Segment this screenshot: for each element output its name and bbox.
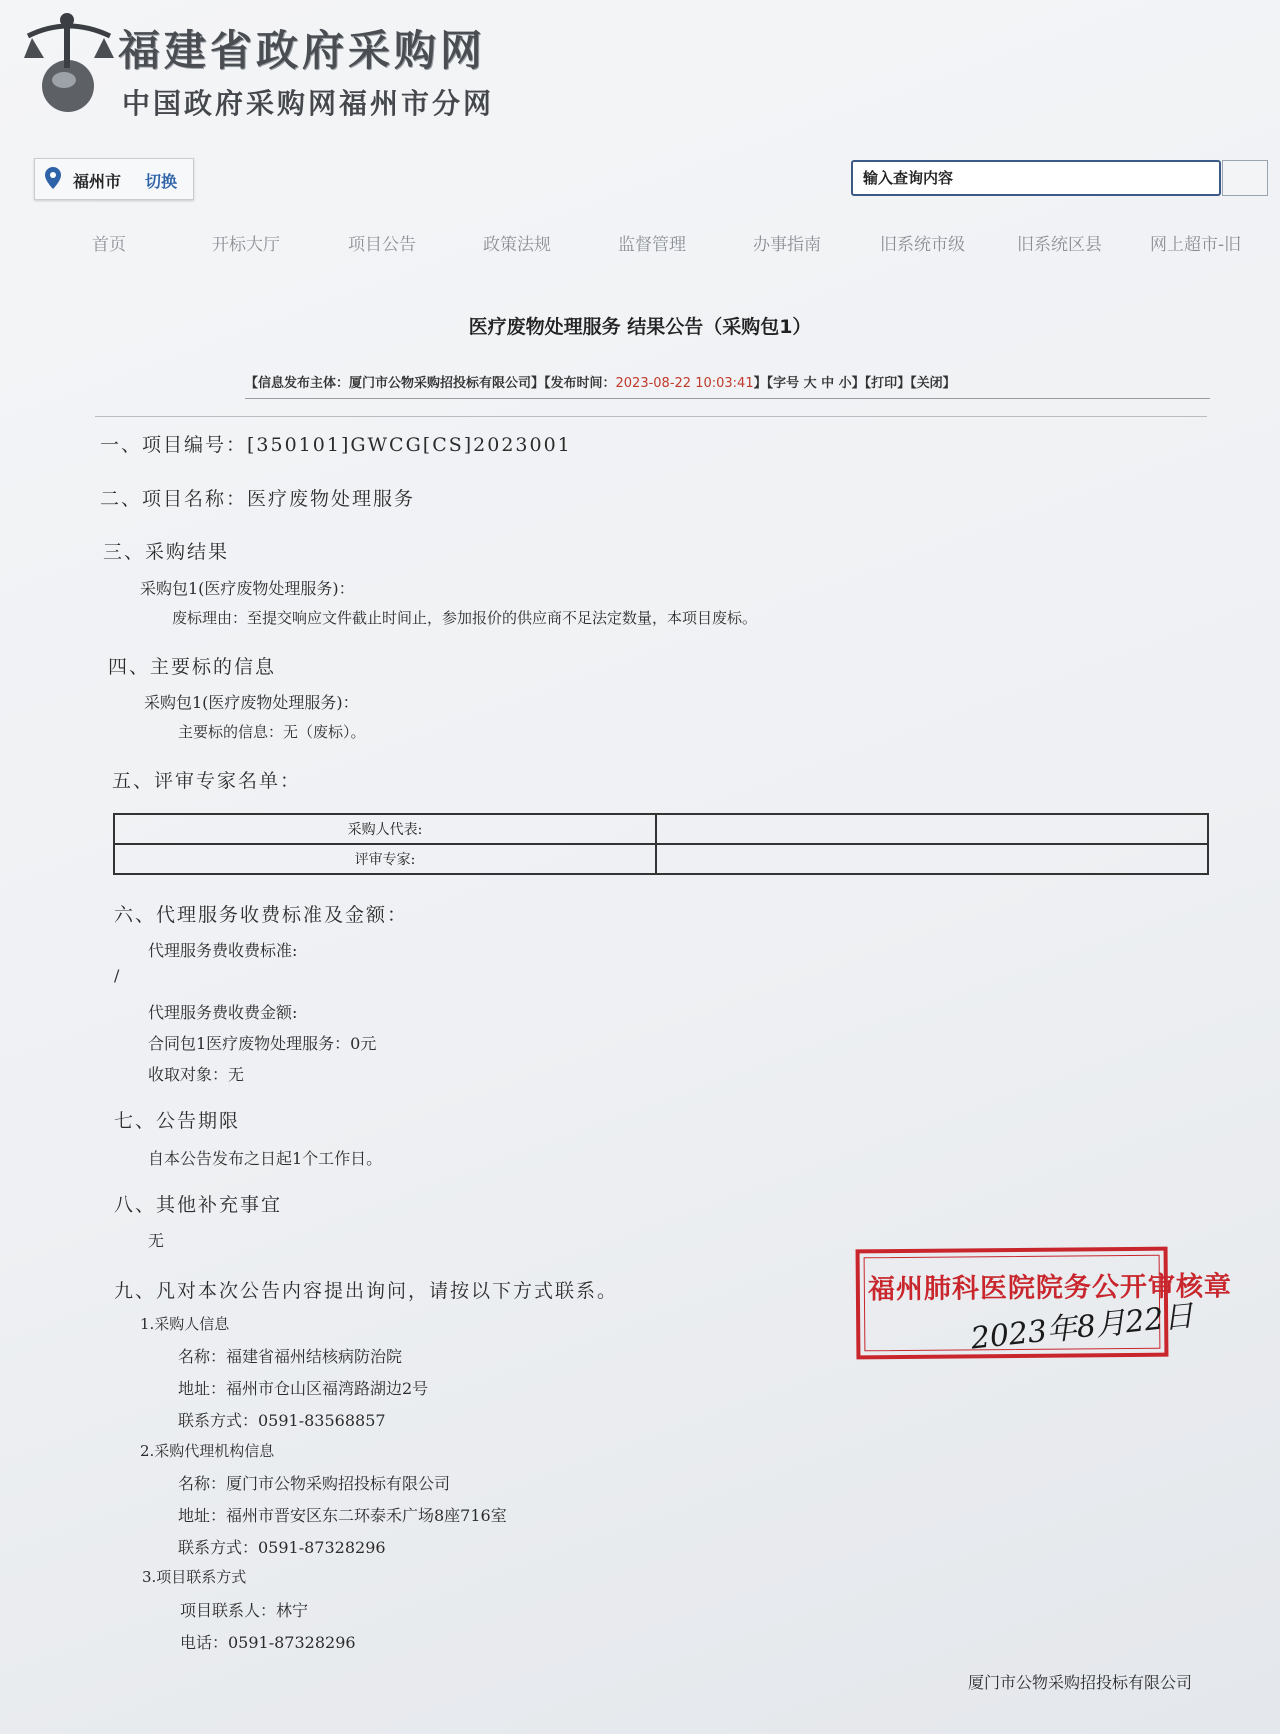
- package-label: 采购包1(医疗废物处理服务)：: [144, 693, 359, 712]
- notice-period: 自本公告发布之日起1个工作日。: [148, 1149, 383, 1168]
- section-heading: 八、其他补充事宜: [114, 1194, 283, 1216]
- contact-line: 名称：福建省福州结核病防治院: [178, 1347, 403, 1366]
- site-logo-icon: [18, 6, 118, 118]
- contact-line: 联系方式：0591-87328296: [178, 1538, 386, 1557]
- fee-standard-label: 代理服务费收费标准:: [148, 941, 298, 960]
- contact-group-title: 2.采购代理机构信息: [140, 1442, 275, 1460]
- meta-time: 2023-08-22 10:03:41: [615, 376, 754, 391]
- table-cell: [656, 814, 1208, 844]
- divider: [95, 416, 1207, 417]
- switch-city-link[interactable]: 切换: [145, 172, 178, 191]
- footer-company: 厦门市公物采购招投标有限公司: [968, 1673, 1193, 1692]
- other-matters: 无: [148, 1231, 165, 1250]
- nav-item-old-mall[interactable]: 网上超市-旧: [1150, 235, 1242, 255]
- contact-line: 项目联系人：林宁: [180, 1601, 309, 1620]
- location-pin-icon: [45, 167, 61, 189]
- stamp-text: 福州肺科医院院务公开审核章: [867, 1271, 1233, 1306]
- section-heading: 五、评审专家名单：: [112, 770, 302, 792]
- nav-item-announcements[interactable]: 项目公告: [348, 235, 416, 255]
- contact-line: 电话：0591-87328296: [180, 1633, 356, 1652]
- section-heading: 四、主要标的信息: [108, 656, 277, 678]
- contact-line: 名称：厦门市公物采购招投标有限公司: [178, 1474, 451, 1493]
- nav-item-supervision[interactable]: 监督管理: [618, 235, 686, 255]
- package-label: 采购包1(医疗废物处理服务)：: [140, 579, 355, 598]
- section-heading: 三、采购结果: [103, 541, 230, 563]
- meta-tools[interactable]: 】【字号 大 中 小】【打印】【关闭】: [753, 376, 956, 391]
- table-cell: 采购人代表:: [114, 814, 656, 844]
- nav-item-old-district[interactable]: 旧系统区县: [1017, 235, 1102, 255]
- nav-item-guide[interactable]: 办事指南: [753, 235, 821, 255]
- table-row: [114, 844, 1208, 874]
- handwritten-date: 2023年8月22日: [969, 1298, 1196, 1357]
- main-nav: [0, 230, 1280, 260]
- site-subtitle: 中国政府采购网福州市分网: [122, 87, 495, 120]
- notice-meta: [245, 372, 956, 391]
- meta-publisher: 【信息发布主体：厦门市公物采购招投标有限公司】【发布时间：: [245, 376, 616, 391]
- main-item-info: 主要标的信息：无（废标）。: [178, 723, 366, 741]
- nav-item-policies[interactable]: 政策法规: [483, 235, 551, 255]
- table-cell: [656, 844, 1208, 874]
- fee-amount-label: 代理服务费收费金额:: [148, 1003, 298, 1022]
- site-title: 福建省政府采购网: [118, 26, 487, 75]
- fee-standard-value: /: [114, 966, 120, 985]
- nav-item-old-city[interactable]: 旧系统市级: [880, 235, 965, 255]
- contact-group-title: 1.采购人信息: [140, 1315, 230, 1333]
- contact-line: 联系方式：0591-83568857: [178, 1411, 386, 1430]
- nav-item-bid-hall[interactable]: 开标大厅: [212, 235, 280, 255]
- expert-table: [113, 813, 1209, 875]
- fee-amount-value: 合同包1医疗废物处理服务：0元: [148, 1034, 377, 1053]
- contact-line: 地址：福州市仓山区福湾路湖边2号: [178, 1379, 429, 1398]
- section-heading: 七、公告期限: [114, 1110, 241, 1132]
- table-cell: 评审专家:: [114, 844, 656, 874]
- search-input[interactable]: [851, 160, 1221, 196]
- project-number: 一、项目编号：[350101]GWCG[CS]2023001: [100, 434, 572, 456]
- search-button[interactable]: [1222, 160, 1268, 196]
- notice-title: 医疗废物处理服务 结果公告（采购包1）: [468, 316, 812, 338]
- contact-line: 地址：福州市晋安区东二环泰禾广场8座716室: [178, 1506, 507, 1525]
- city-switcher[interactable]: [34, 158, 194, 200]
- current-city: 福州市: [73, 172, 122, 191]
- section-heading: 九、凡对本次公告内容提出询问，请按以下方式联系。: [114, 1280, 619, 1302]
- table-row: [114, 814, 1208, 844]
- fee-target: 收取对象：无: [148, 1065, 245, 1084]
- divider: [245, 398, 1210, 399]
- section-heading: 六、代理服务收费标准及金额：: [114, 904, 409, 926]
- project-name: 二、项目名称：医疗废物处理服务: [100, 488, 416, 510]
- nav-item-home[interactable]: 首页: [92, 235, 126, 255]
- contact-group-title: 3.项目联系方式: [142, 1568, 247, 1586]
- cancel-reason: 废标理由：至提交响应文件截止时间止，参加报价的供应商不足法定数量，本项目废标。: [172, 609, 758, 627]
